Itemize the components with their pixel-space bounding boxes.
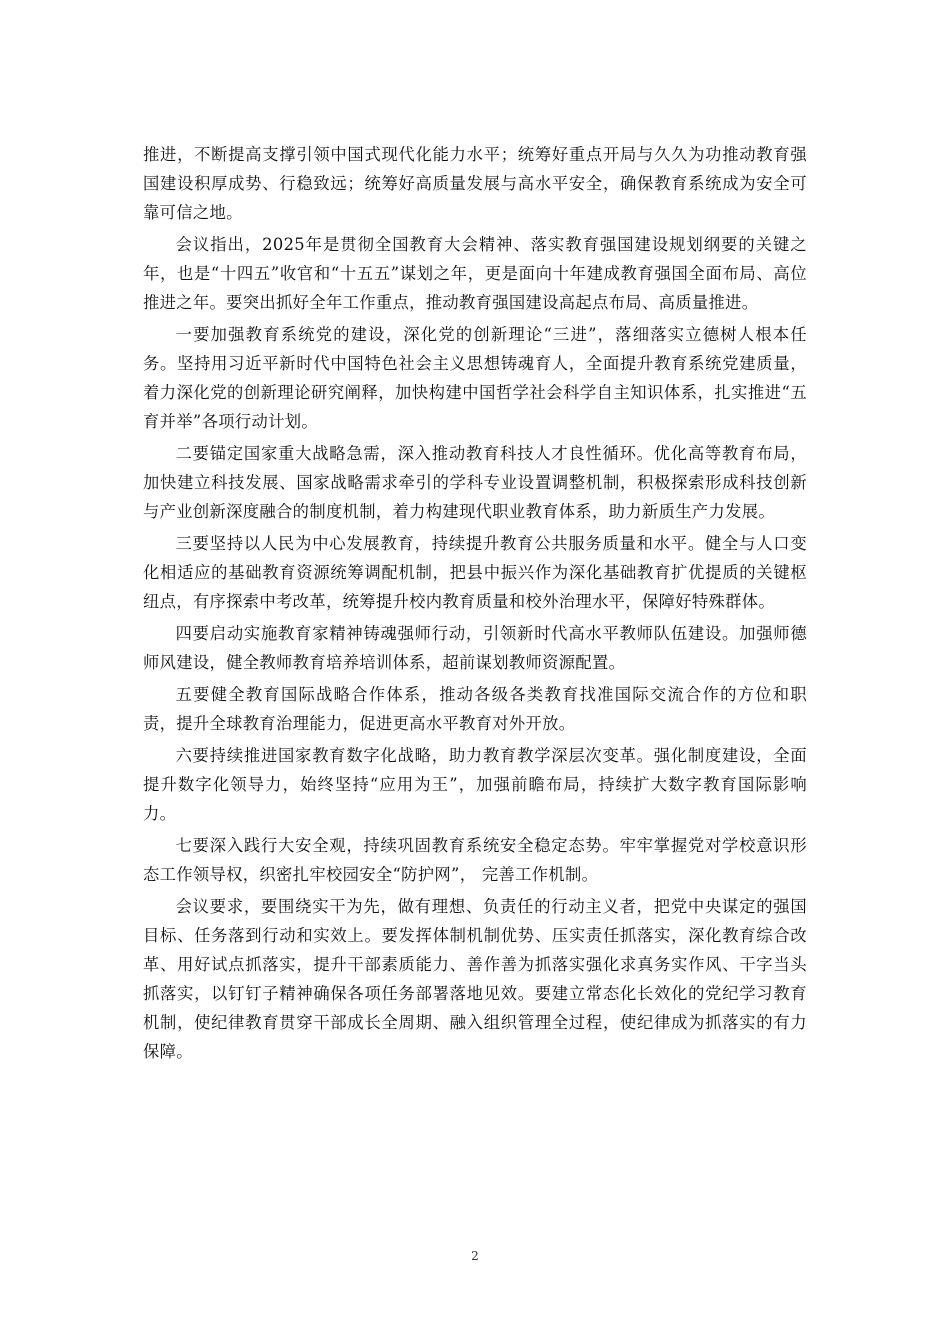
paragraph-meeting-requirements: 会议要求，要围绕实干为先，做有理想、负责任的行动主义者，把党中央谋定的强国目标、任务落到行动和实效上。要发挥体制机制优势、压实责任抓落实，深化教育综合改革、用好试点抓落实，提升干部素质能力、善作善为抓落实强化求真务实作风、干字当头抓落实，以钉钉子精神确保各项任务部署落地见效。要建立常态化长效化的党纪学习教育机制，使纪律教育贯穿干部成长全周期、融入组织管理全过程，使纪律成为抓落实的有力保障。 (143, 897, 807, 1061)
paragraph-point-one: 一要加强教育系统党的建设，深化党的创新理论“三进”，落细落实立德树人根本任务。坚持用习近平新时代中国特色社会主义思想铸魂育人，全面提升教育系统党建质量，着力深化党的创新理论研究阐释，加快构建中国哲学社会科学自主知识体系，扎实推进“五育并举”各项行动计划。 (143, 325, 807, 431)
paragraph-point-two: 二要锚定国家重大战略急需，深入推动教育科技人才良性循环。优化高等教育布局，加快建立科技发展、国家战略需求牵引的学科专业设置调整机制，积极探索形成科技创新与产业创新深度融合的制度机制，着力构建现代职业教育体系，助力新质生产力发展。 (143, 444, 807, 521)
paragraph-point-three: 三要坚持以人民为中心发展教育，持续提升教育公共服务质量和水平。健全与人口变化相适应的基础教育资源统筹调配机制，把县中振兴作为深化基础教育扩优提质的关键枢纽点，有序探索中考改革，统筹提升校内教育质量和校外治理水平，保障好特殊群体。 (143, 534, 807, 611)
paragraph-meeting-points: 会议指出，2025年是贯彻全国教育大会精神、落实教育强国建设规划纲要的关键之年，也是“十四五”收官和“十五五”谋划之年，更是面向十年建成教育强国全面布局、高位推进之年。要突出抓好全年工作重点，推动教育强国建设高起点布局、高质量推进。 (143, 235, 807, 312)
paragraph-point-four: 四要启动实施教育家精神铸魂强师行动，引领新时代高水平教师队伍建设。加强师德师风建设，健全教师教育培养培训体系，超前谋划教师资源配置。 (143, 624, 807, 672)
body-text (143, 140, 807, 1069)
page-number: 2 (471, 1249, 479, 1263)
paragraph-continuation: 推进，不断提高支撑引领中国式现代化能力水平；统筹好重点开局与久久为功推动教育强国建设积厚成势、行稳致远；统筹好高质量发展与高水平安全，确保教育系统成为安全可靠可信之地。 (143, 145, 807, 222)
paragraph-point-seven: 七要深入践行大安全观，持续巩固教育系统安全稳定态势。牢牢掌握党对学校意识形态工作领导权，织密扎牢校园安全“防护网”， 完善工作机制。 (143, 836, 807, 884)
paragraph-point-five: 五要健全教育国际战略合作体系，推动各级各类教育找准国际交流合作的方位和职责，提升全球教育治理能力，促进更高水平教育对外开放。 (143, 685, 807, 733)
paragraph-point-six: 六要持续推进国家教育数字化战略，助力教育教学深层次变革。强化制度建设，全面提升数字化领导力，始终坚持“应用为王”，加强前瞻布局，持续扩大数字教育国际影响力。 (143, 746, 807, 823)
